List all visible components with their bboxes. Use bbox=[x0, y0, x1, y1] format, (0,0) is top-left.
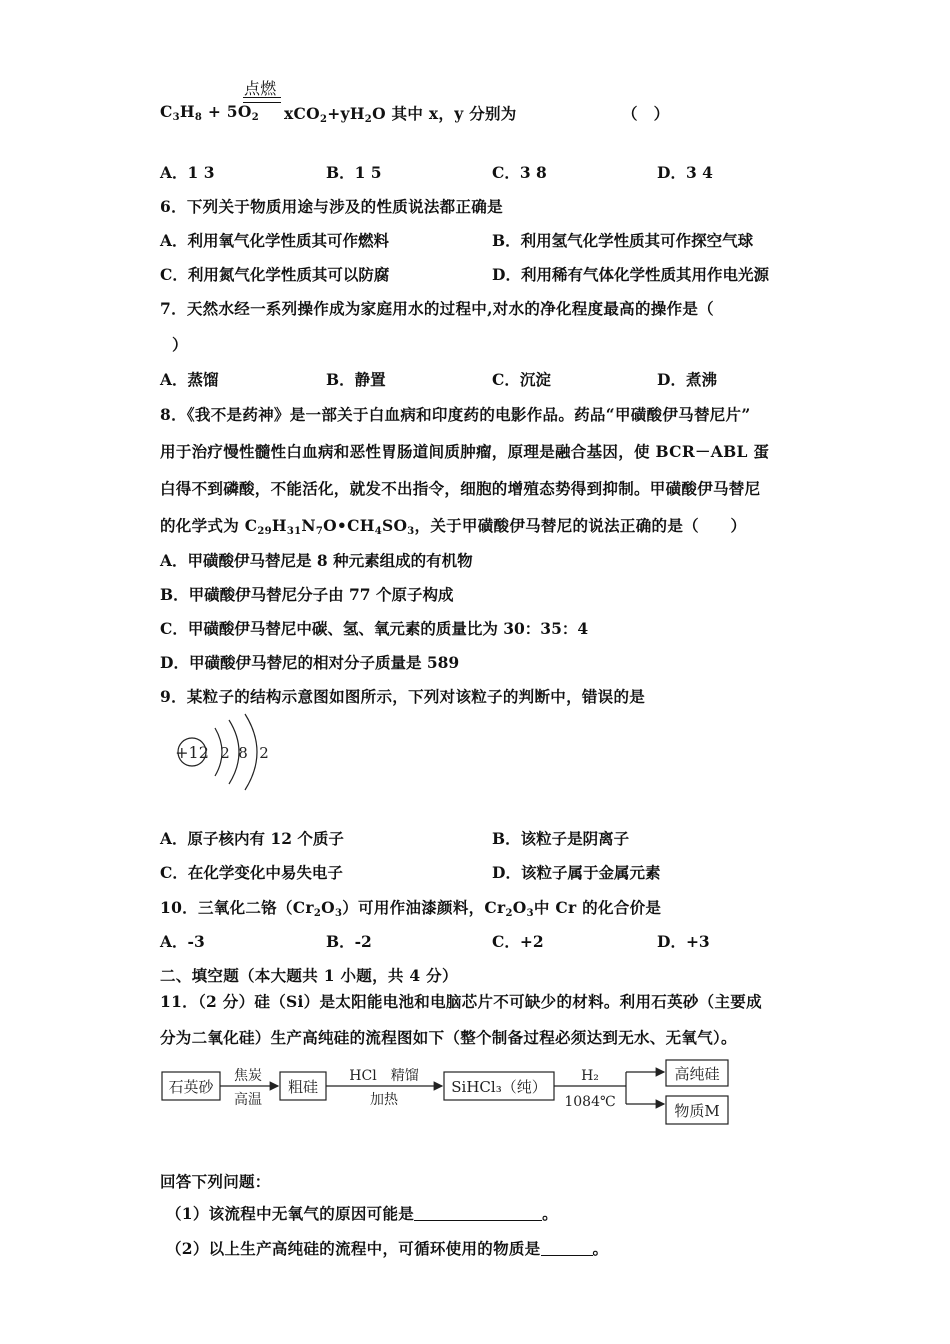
q9-option-c: C．在化学变化中易失电子 bbox=[160, 863, 343, 882]
q8-option-b: B．甲磺酸伊马替尼分子由 77 个原子构成 bbox=[160, 585, 454, 604]
q5-option-b: B．1 5 bbox=[326, 163, 382, 182]
flow-arrow-3-bottom: 1084℃ bbox=[564, 1094, 616, 1110]
q8-option-a: A．甲磺酸伊马替尼是 8 种元素组成的有机物 bbox=[160, 551, 473, 570]
flow-box-pure-silicon-label: 高纯硅 bbox=[674, 1065, 720, 1083]
shell-2-electrons: 8 bbox=[238, 744, 248, 762]
q9-option-d: D．该粒子属于金属元素 bbox=[492, 863, 661, 882]
q11-line-2: 分为二氧化硅）生产高纯硅的流程图如下（整个制备过程必须达到无水、无氧气）。 bbox=[160, 1028, 737, 1047]
shell-3-electrons: 2 bbox=[259, 744, 269, 762]
q8-line-2: 用于治疗慢性髓性白血病和恶性胃肠道间质肿瘤，原理是融合基因，使 BCR－ABL 蛋 bbox=[160, 442, 770, 461]
section-2-title: 二、填空题（本大题共 1 小题，共 4 分） bbox=[160, 966, 458, 985]
q10-stem: 10．三氧化二铬$(Cr_2O_3)$可用作油漆颜料，$Cr_2O_3$中 Cr 的化合价是 bbox=[160, 898, 662, 919]
q5-equation: $C_3H_8 + 5O_2$ bbox=[160, 102, 259, 123]
flow-box-substance-m-label: 物质M bbox=[674, 1102, 720, 1120]
q5-bracket: （ ） bbox=[622, 104, 670, 123]
q9-stem: 9．某粒子的结构示意图如图所示，下列对该粒子的判断中，错误的是 bbox=[160, 687, 646, 706]
q11-prompt: 回答下列问题： bbox=[160, 1172, 271, 1191]
q9-option-b: B．该粒子是阴离子 bbox=[492, 829, 630, 848]
q7-option-c: C．沉淀 bbox=[492, 370, 551, 389]
q7-option-b: B．静置 bbox=[326, 370, 386, 389]
q7-stem: 7．天然水经一系列操作成为家庭用水的过程中,对水的净化程度最高的操作是（ bbox=[160, 299, 714, 318]
q7-stem-end: ） bbox=[172, 335, 188, 354]
answer-blank-1[interactable] bbox=[414, 1206, 542, 1221]
flow-arrow-2-bottom: 加热 bbox=[370, 1092, 398, 1108]
q10-option-a: A．-3 bbox=[160, 932, 205, 951]
q8-option-c: C．甲磺酸伊马替尼中碳、氢、氧元素的质量比为 30：35：4 bbox=[160, 619, 589, 638]
flow-arrow-2-top: HCl 精馏 bbox=[349, 1068, 419, 1084]
q6-option-b: B．利用氢气化学性质其可作探空气球 bbox=[492, 231, 754, 250]
q8-line-1: 8．《我不是药神》是一部关于白血病和印度药的电影作品。药品“甲磺酸伊马替尼片” bbox=[160, 405, 751, 424]
q5-condition: 点燃 bbox=[244, 79, 277, 98]
q6-option-a: A．利用氧气化学性质其可作燃料 bbox=[160, 231, 390, 250]
flow-box-trichlorosilane-label: SiHCl₃（纯） bbox=[451, 1078, 547, 1096]
q8-line-4: 的化学式为 $C_{29}H_{31}N_7O•CH_4SO_3$，关于甲磺酸伊马替尼的说法正确的是（ ） bbox=[160, 516, 747, 537]
q11-line-1: 11．（2 分）硅（Si）是太阳能电池和电脑芯片不可缺少的材料。利用石英砂（主要成 bbox=[160, 992, 762, 1011]
q5-option-a: A．1 3 bbox=[160, 163, 215, 182]
q10-option-c: C．+2 bbox=[492, 932, 544, 951]
flow-arrow-1-bottom: 高温 bbox=[234, 1092, 262, 1108]
q5-option-d: D．3 4 bbox=[657, 163, 713, 182]
flow-box-crude-silicon-label: 粗硅 bbox=[287, 1078, 319, 1096]
flow-box-quartz-sand-label: 石英砂 bbox=[168, 1078, 214, 1096]
q8-option-d: D．甲磺酸伊马替尼的相对分子质量是 589 bbox=[160, 653, 460, 672]
q6-option-c: C．利用氮气化学性质其可以防腐 bbox=[160, 265, 390, 284]
q10-option-b: B．-2 bbox=[326, 932, 372, 951]
silicon-production-flowchart bbox=[160, 1058, 740, 1130]
q5-option-c: C．3 8 bbox=[492, 163, 547, 182]
q6-option-d: D．利用稀有气体化学性质其用作电光源 bbox=[492, 265, 769, 284]
q5-equation-right: $xCO_2+yH_2O$ 其中 x，y 分别为 bbox=[284, 104, 517, 125]
q7-option-d: D．煮沸 bbox=[657, 370, 717, 389]
answer-blank-2[interactable] bbox=[541, 1241, 593, 1256]
flow-arrow-3-top: H₂ bbox=[581, 1068, 599, 1084]
q7-option-a: A．蒸馏 bbox=[160, 370, 219, 389]
atom-structure-diagram bbox=[165, 712, 285, 792]
q9-option-a: A．原子核内有 12 个质子 bbox=[160, 829, 344, 848]
q11-sub-2: （2）以上生产高纯硅的流程中，可循环使用的物质是 。 bbox=[166, 1239, 609, 1258]
q11-sub-1: （1）该流程中无氧气的原因可能是 。 bbox=[166, 1204, 558, 1223]
q10-option-d: D．+3 bbox=[657, 932, 710, 951]
q8-line-3: 白得不到磷酸，不能活化，就发不出指令，细胞的增殖态势得到抑制。甲磺酸伊马替尼 bbox=[160, 479, 761, 498]
flow-arrow-1-top: 焦炭 bbox=[234, 1068, 262, 1084]
shell-1-electrons: 2 bbox=[220, 744, 230, 762]
q6-stem: 6．下列关于物质用途与涉及的性质说法都正确是 bbox=[160, 197, 503, 216]
nucleus-label: +12 bbox=[175, 743, 209, 762]
